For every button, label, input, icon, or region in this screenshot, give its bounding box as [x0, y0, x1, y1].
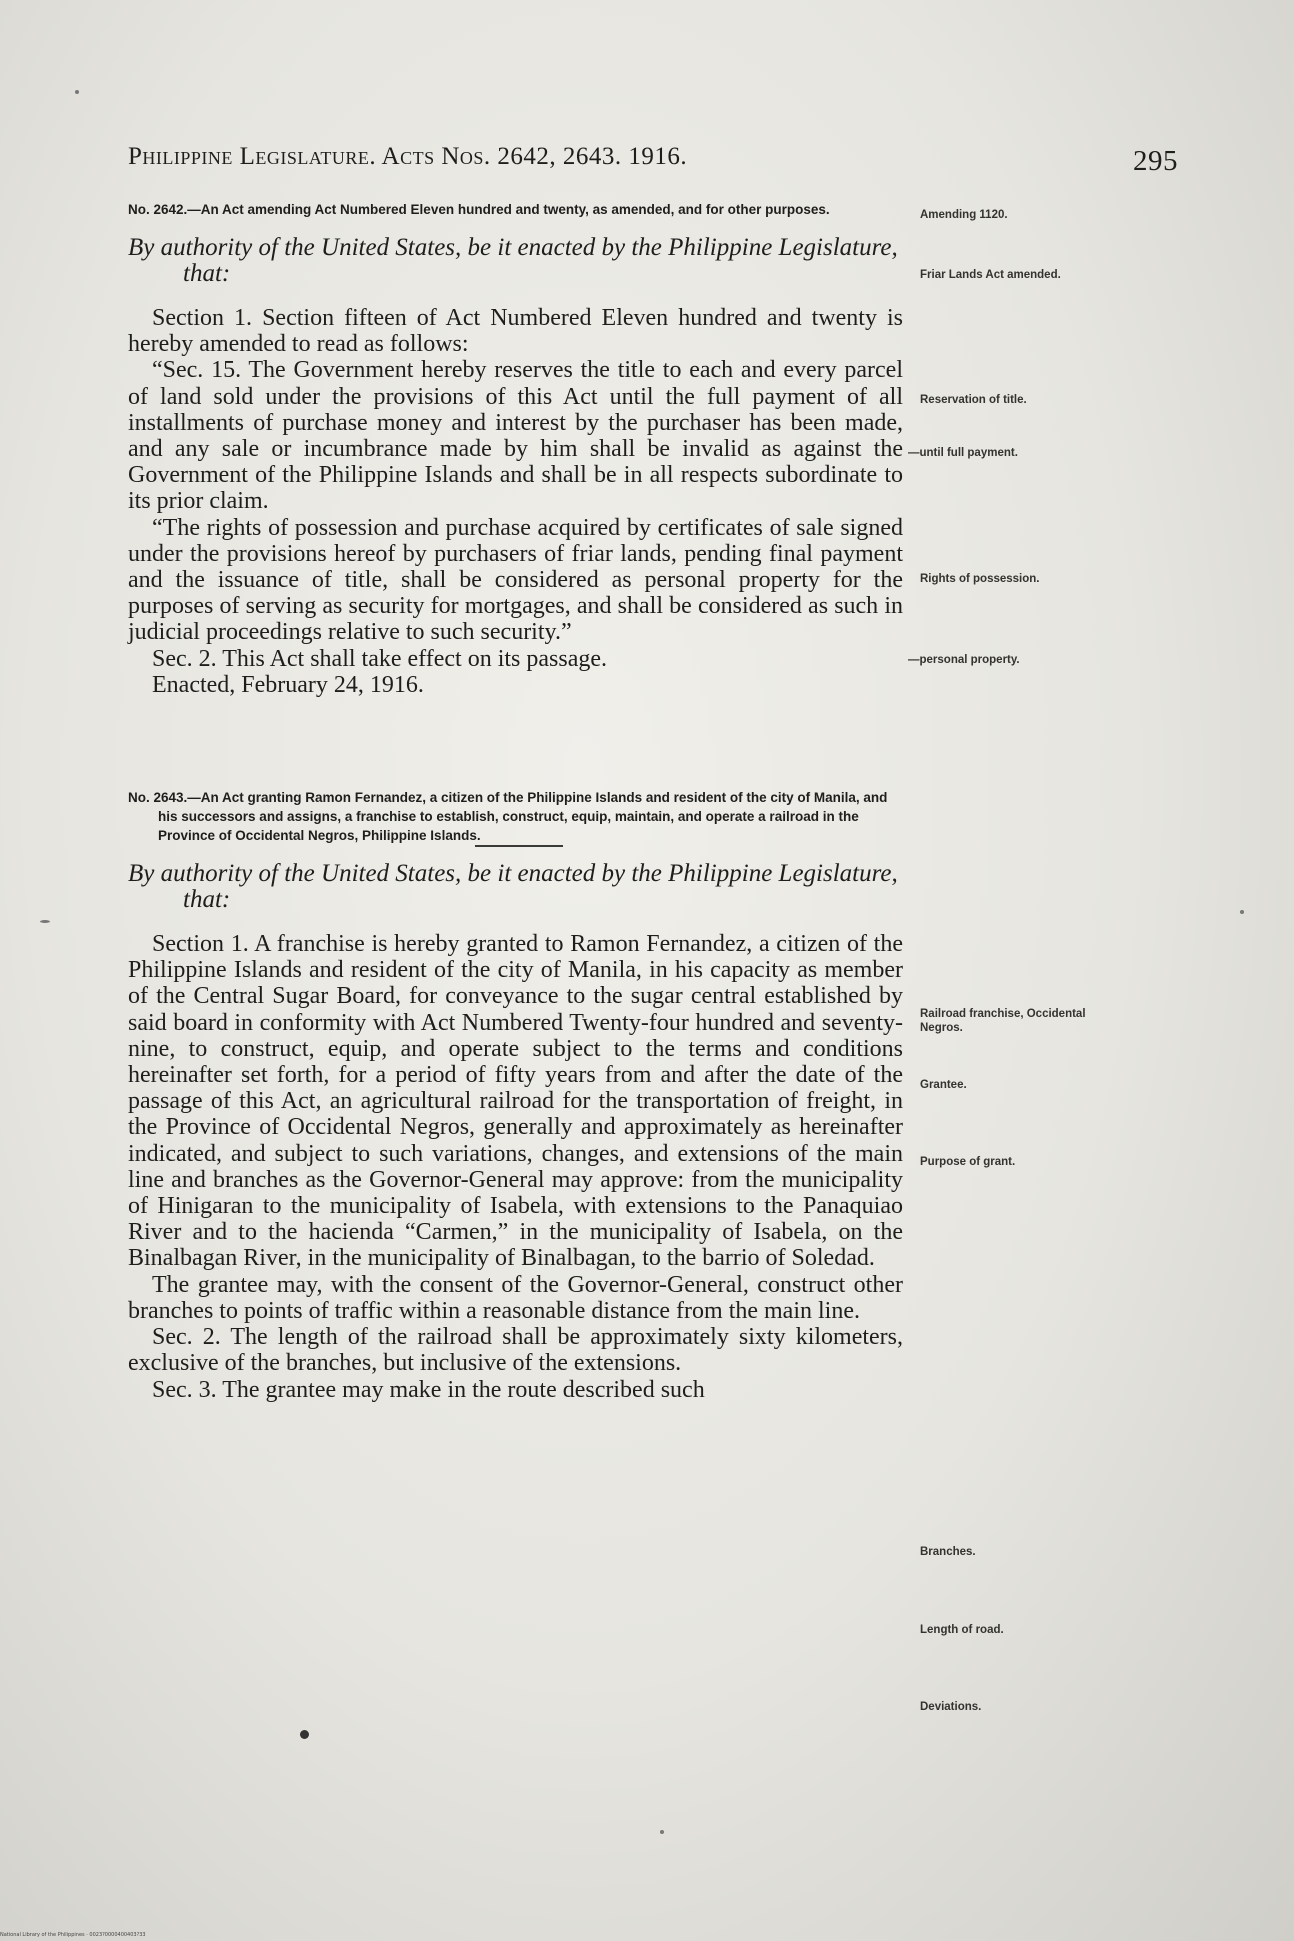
act-2642-rights: “The rights of possession and purchase acquired by certificates of sale signed under the provisions hereof by purchasers of friar lands, pending final payment and the issuance of title, shall be considered as personal property for the purposes of serving as security for mortgages, and shall be considered as such in judicial proceedings relative to such security.” — [128, 514, 903, 646]
act-2643-section-3: Sec. 3. The grantee may make in the route described such — [152, 1376, 705, 1403]
scan-speck — [40, 920, 50, 923]
margin-note: Branches. — [920, 1546, 976, 1558]
act-2643-section-2: Sec. 2. The length of the railroad shall be approximately sixty kilometers, exclusive of the branches, but inclusive of the extensions. — [128, 1324, 903, 1377]
act-2642-sec-15: “Sec. 15. The Government hereby reserves the title to each and every parcel of land sold under the provisions of this Act until the full payment of all installments of purchase money and interest by the purchaser has been made, and any sale or incumbrance made by him shall be invalid as against the Government of the Philippine Islands and shall be in all respects subordinate to its prior claim. — [128, 357, 903, 515]
margin-note: Length of road. — [920, 1624, 1004, 1636]
act-2642-section-1: Section 1. Section fifteen of Act Numbered Eleven hundred and twenty is hereby amended to read as follows: — [128, 305, 903, 358]
act-2643-enacting-clause: By authority of the United States, be it enacted by the Philippine Legislature, that: — [128, 860, 898, 914]
act-2642-title: No. 2642.—An Act amending Act Numbered Eleven hundred and twenty, as amended, and for other purposes. — [128, 202, 830, 217]
margin-note: Amending 1120. — [920, 209, 1008, 221]
margin-note: Railroad franchise, Occidental Negros. — [920, 1008, 1086, 1034]
scan-speck — [75, 90, 79, 94]
margin-note: —personal property. — [908, 654, 1020, 666]
act-2642-enacting-clause: By authority of the United States, be it enacted by the Philippine Legislature, that: — [128, 234, 898, 287]
section-divider-rule — [475, 845, 563, 847]
margin-note: Deviations. — [920, 1701, 982, 1713]
margin-note: Purpose of grant. — [920, 1156, 1016, 1168]
margin-note: —until full payment. — [908, 447, 1018, 459]
scan-speck — [660, 1830, 664, 1834]
margin-note: Grantee. — [920, 1079, 967, 1091]
running-head: Philippine Legislature. Acts Nos. 2642, 2643. 1916. — [128, 143, 688, 170]
main-text — [128, 200, 903, 1403]
margin-note: Reservation of title. — [920, 394, 1027, 406]
act-2643-branches: The grantee may, with the consent of the Governor-General, construct other branches to points of traffic within a reasonable distance from the main line. — [128, 1271, 903, 1324]
margin-note: Friar Lands Act amended. — [920, 269, 1061, 281]
act-2642-section-2: Sec. 2. This Act shall take effect on its passage. — [152, 645, 608, 672]
scan-footer-text: National Library of the Philippines · 0023?0000400403?33 — [0, 1932, 146, 1938]
margin-note: Rights of possession. — [920, 573, 1040, 585]
scan-speck — [300, 1730, 309, 1739]
section-gap — [128, 698, 903, 788]
scan-speck — [1240, 910, 1244, 914]
margin-notes — [908, 0, 1120, 1941]
act-2642-enacted-date: Enacted, February 24, 1916. — [152, 671, 424, 698]
act-2643-section-1: Section 1. A franchise is hereby granted to Ramon Fernandez, a citizen of the Philippine Islands and resident of the city of Manila, in his capacity as member of the Central Sugar Board, for conveyance to the sugar central established by said board in conformity with Act Numbered Twenty-four hundred and seventy-nine, to construct, equip, and operate subject to the terms and conditions hereinafter set forth, for a period of fifty years from and after the date of the passage of this Act, an agricultural railroad for the transportation of freight, in the Province of Occidental Negros, generally and approximately as hereinafter indicated, and subject to such variations, changes, and extensions of the main line and branches as the Governor-General may approve: from the municipality of Hinigaran to the municipality of Isabela, with extensions to the Panaquiao River and to the hacienda “Carmen,” in the municipality of Isabela, on the Binalbagan River, in the municipality of Binalbagan, to the barrio of Soledad. — [128, 931, 903, 1272]
act-2643-title: No. 2643.—An Act granting Ramon Fernandez, a citizen of the Philippine Islands and resident of the city of Manila, and his successors and assigns, a franchise to establish, construct, equip, maintain, and operate a railroad in the Province of Occidental Negros, Philippine Islands. — [128, 790, 888, 844]
page-number: 295 — [1133, 145, 1178, 177]
